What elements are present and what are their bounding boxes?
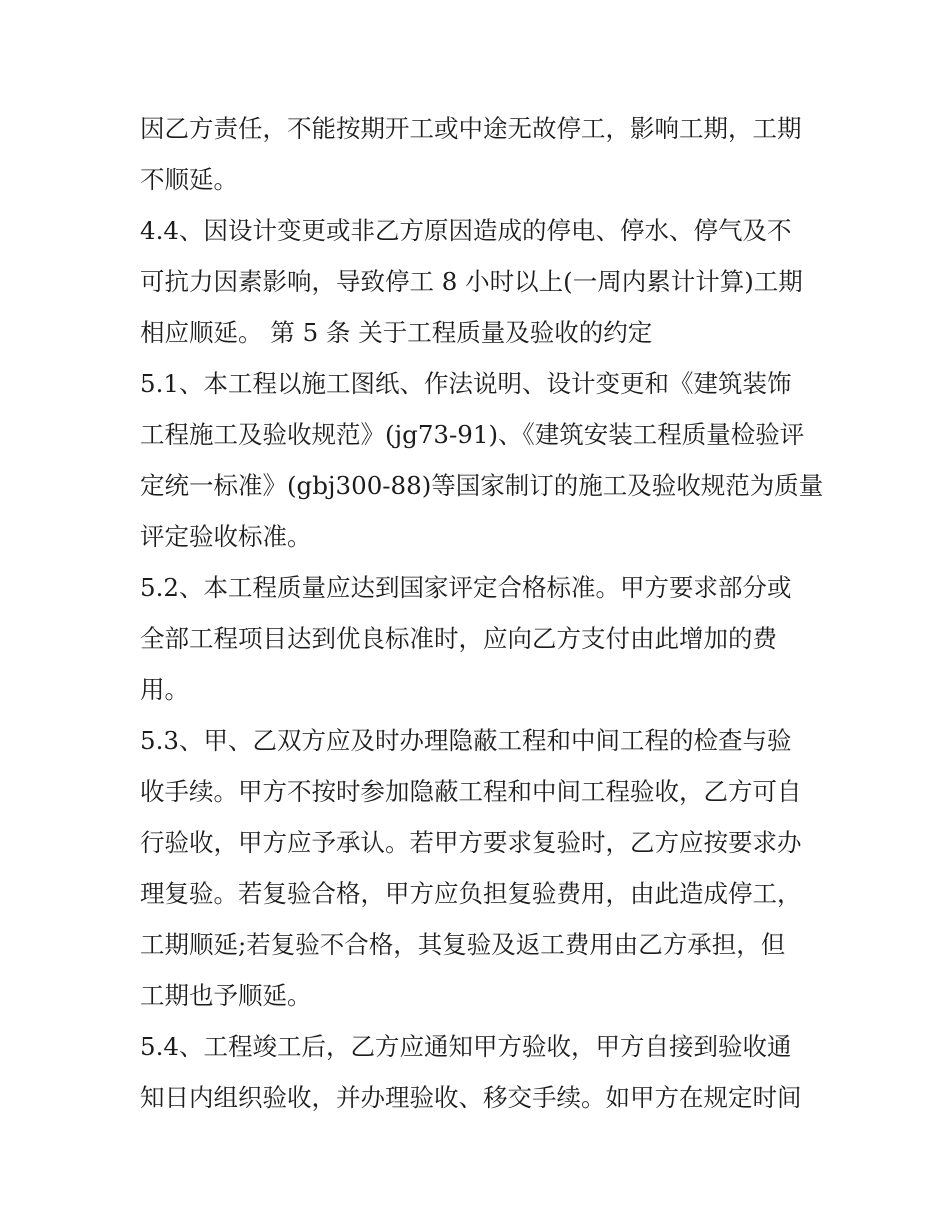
- text-line: 全部工程项目达到优良标准时，应向乙方支付由此增加的费: [140, 624, 777, 653]
- text-line: 工期顺延;若复验不合格，其复验及返工费用由乙方承担，但: [140, 930, 786, 959]
- text-line: 因乙方责任，不能按期开工或中途无故停工，影响工期，工期: [140, 114, 802, 143]
- text-line: 用。: [140, 675, 189, 704]
- text-line: 评定验收标准。: [140, 522, 312, 551]
- document-body: [140, 103, 830, 1123]
- text-line: 行验收，甲方应予承认。若甲方要求复验时，乙方应按要求办: [140, 828, 802, 857]
- text-line: 可抗力因素影响，导致停工 8 小时以上(一周内累计计算)工期: [140, 267, 803, 296]
- text-line: 5.4、工程竣工后，乙方应通知甲方验收，甲方自接到验收通: [140, 1032, 792, 1061]
- text-line: 相应顺延。 第 5 条 关于工程质量及验收的约定: [140, 318, 653, 347]
- text-line: 理复验。若复验合格，甲方应负担复验费用，由此造成停工，: [140, 879, 802, 908]
- text-line: 收手续。甲方不按时参加隐蔽工程和中间工程验收，乙方可自: [140, 777, 802, 806]
- text-line: 5.1、本工程以施工图纸、作法说明、设计变更和《建筑装饰: [140, 369, 792, 398]
- text-line: 工期也予顺延。: [140, 981, 312, 1010]
- text-line: 定统一标准》(gbj300-88)等国家制订的施工及验收规范为质量: [140, 471, 824, 500]
- text-line: 不顺延。: [140, 165, 238, 194]
- text-line: 知日内组织验收，并办理验收、移交手续。如甲方在规定时间: [140, 1083, 802, 1112]
- text-line: 4.4、因设计变更或非乙方原因造成的停电、停水、停气及不: [140, 216, 792, 245]
- text-line: 5.3、甲、乙双方应及时办理隐蔽工程和中间工程的检查与验: [140, 726, 792, 755]
- text-line: 工程施工及验收规范》(jg73-91)、《建筑安装工程质量检验评: [140, 420, 805, 449]
- text-line: 5.2、本工程质量应达到国家评定合格标准。甲方要求部分或: [140, 573, 792, 602]
